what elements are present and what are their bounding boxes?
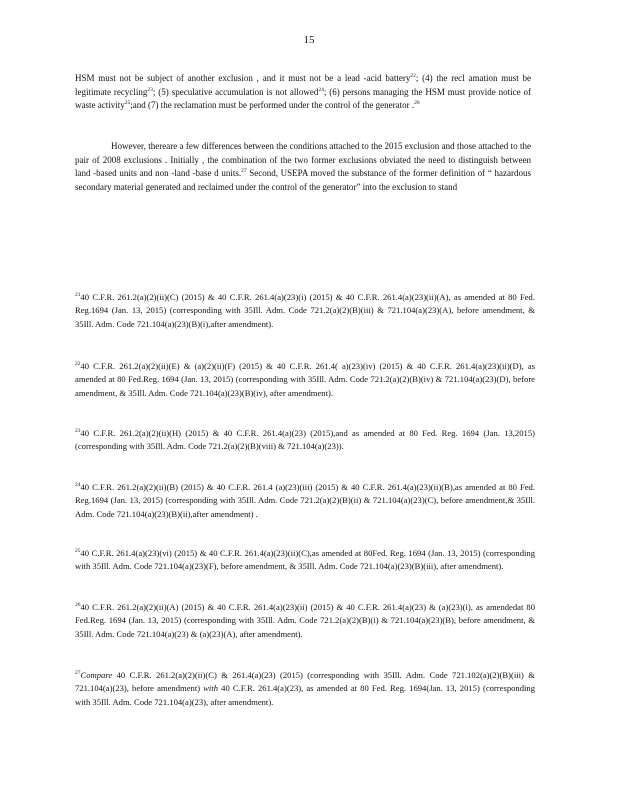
footnote-text: 40 C.F.R. 261.2(a)(2)(ii)(C) & 261.4(a)(23) (2015) (corresponding with 35Ill. Adm. Code 721.102(a)(2)(B)(iii) & 721.104(a)(23), before amendment) <box>75 670 535 694</box>
footnote-number: 21 <box>75 292 81 299</box>
footnote-ref-24[interactable]: 24 <box>318 86 324 93</box>
text-run: ; (4) the recl amation must be legitimate recycling <box>75 73 531 97</box>
footnote-text: 40 C.F.R. 261.2(a)(2)(ii)(B) (2015) & 40 C.F.R. 261.4 (a)(23)(iii) (2015) & 40 C.F.R. 261.4(a)(23)(ii)(B),as amended at 80 Fed. Reg.1694 (Jan. 13, 2015) (corresponding with 35Ill. Adm. Code 721.2(a)(2)(B)(ii) & 721.104(a)(23)(C), before amendment,& 35Ill. Adm. Code 721.104(a)(23)(B)(ii),after amendment) . <box>75 482 535 519</box>
footnote-26 <box>75 601 535 641</box>
footnote-signal-compare: Compare <box>80 670 113 680</box>
footnote-text: 40 C.F.R. 261.4(a)(23), as amended at 80 Fed. Reg. 1694(Jan. 13, 2015) (corresponding with 35Ill. Adm. Code 721.104(a)(23), after amendment). <box>75 683 535 707</box>
footnote-27 <box>75 669 535 709</box>
footnote-text: 40 C.F.R. 261.2(a)(2)(ii)(H) (2015) & 40 C.F.R. 261.4(a)(23) (2015),and as amended at 80 Fed. Reg. 1694 (Jan. 13,2015) (corresponding with 35Ill. Adm. Code 721.2(a)(2)(B)(viii) & 721.104(a)(23)). <box>75 428 535 452</box>
footnote-number: 27 <box>75 670 81 677</box>
footnote-number: 25 <box>75 548 81 555</box>
body-paragraph-2 <box>75 140 531 194</box>
footnote-ref-25[interactable]: 25 <box>124 100 131 106</box>
text-run: ;and (7) the reclamation must be performed under the control of the generator . <box>130 100 415 110</box>
text-run: However, thereare a few differences between the conditions attached to the 2015 exclusion and those attached to the pair of 2008 exclusions . Initially , the combination of the two former exclusions obviated the need to distinguish between land -based units and non -land -base d units. <box>75 141 531 178</box>
footnote-text: 40 C.F.R. 261.2(a)(2)(ii)(E) & (a)(2)(ii)(F) (2015) & 40 C.F.R. 261.4( a)(23)(iv) (2015) & 40 C.F.R. 261.4(a)(23)(ii)(D), as amended at 80 Fed.Reg. 1694 (Jan. 13, 2015) (corresponding with 35Ill. Adm. Code 721.2(a)(2)(B)(iv) & 721.104(a)(23)(D), before amendment, & 35Ill. Adm. Code 721.104(a)(23)(B)(iv), after amendment). <box>75 361 535 398</box>
footnote-22 <box>75 360 535 400</box>
footnote-24 <box>75 481 535 521</box>
footnote-text: 40 C.F.R. 261.2(a)(2)(ii)(C) (2015) & 40 C.F.R. 261.4(a)(23)(i) (2015) & 40 C.F.R. 261.4(a)(23)(ii)(A), as amended at 80 Fed. Reg.1694 (Jan. 13, 2015) (corresponding with 35Ill. Adm. Code 721.2(a)(2)(B)(iii) & 721.104(a)(23)(A), before amendment, & 35Ill. Adm. Code 721.104(a)(23)(B)(i),after amendment). <box>75 292 535 329</box>
footnote-ref-23[interactable]: 23 <box>147 86 153 93</box>
footnote-number: 24 <box>75 482 81 489</box>
footnote-number: 26 <box>75 602 81 609</box>
footnote-text: 40 C.F.R. 261.2(a)(2)(ii)(A) (2015) & 40 C.F.R. 261.4(a)(23)(ii) (2015) & 40 C.F.R. 261.4(a)(23) & (a)(23)(i), as amendedat 80 Fed.Reg. 1694 (Jan. 13, 2015) (corresponding with 35Ill. Adm. Code 721.2(a)(2)(B)(i) & 721.104(a)(23)(B), before amendment, & 35Ill. Adm. Code 721.104(a)(23) & (a)(23)(A), after amendment). <box>75 602 535 639</box>
footnote-21 <box>75 291 535 331</box>
text-run: HSM must not be subject of another exclusion , and it must not be a lead -acid battery <box>75 73 411 83</box>
text-run: Second, USEPA moved the substance of the former definition of “ hazardous secondary material generated and reclaimed under the control of the generator” into the exclusion to stand <box>75 168 532 192</box>
footnote-text: 40 C.F.R. 261.4(a)(23)(vi) (2015) & 40 C.F.R. 261.4(a)(23)(ii)(C),as amended at 80Fed. Reg. 1694 (Jan. 13, 2015) (corresponding with 35Ill. Adm. Code 721.104(a)(23)(F), before amendment, & 35Ill. Adm. Code 721.104(a)(23)(B)(iii), after amendment). <box>75 548 535 572</box>
text-run: ; (5) speculative accumulation is not allowed <box>152 86 319 97</box>
footnote-number: 23 <box>75 428 81 435</box>
footnote-ref-22[interactable]: 22 <box>410 73 416 79</box>
footnote-ref-27[interactable]: 27 <box>241 168 247 174</box>
footnote-number: 22 <box>75 361 81 368</box>
footnote-ref-26[interactable]: 26 <box>414 100 420 106</box>
footnote-25 <box>75 547 535 574</box>
footnote-signal-with: with <box>203 683 219 694</box>
page-number: 15 <box>303 34 315 46</box>
body-paragraph-1 <box>75 72 531 113</box>
footnote-23 <box>75 427 535 454</box>
text-run: ; (6) persons managing the HSM must provide notice of waste activity <box>75 86 532 110</box>
